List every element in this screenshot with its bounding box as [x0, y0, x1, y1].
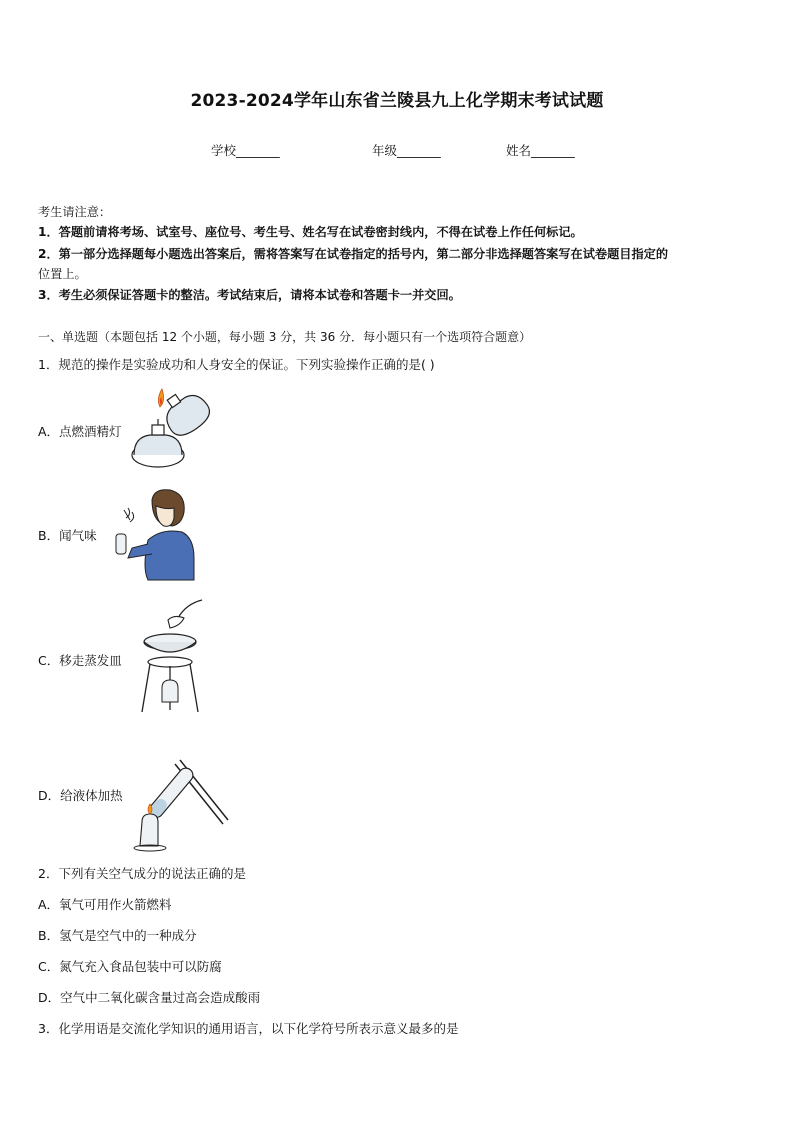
smelling-gas-icon [112, 488, 197, 583]
heating-liquid-icon [128, 758, 233, 850]
page-title: 2023-2024学年山东省兰陵县九上化学期末考试试题 [190, 91, 604, 111]
notice-item-2: 2．第一部分选择题每小题选出答案后，需将答案写在试卷指定的括号内，第二部分非选择题答案写在试卷题目指定的 [38, 247, 669, 261]
question-2-stem: 2．下列有关空气成分的说法正确的是 [38, 866, 246, 881]
q2-option-d: D．空气中二氧化碳含量过高会造成酸雨 [38, 990, 261, 1005]
evaporating-dish-icon [140, 600, 210, 715]
q1-option-d: D．给液体加热 [38, 788, 123, 803]
q2-option-a: A．氧气可用作火箭燃料 [38, 897, 172, 912]
q2-option-b: B．氢气是空气中的一种成分 [38, 928, 197, 943]
q1-option-c: C．移走蒸发皿 [38, 653, 122, 668]
question-1-stem: 1．规范的操作是实验成功和人身安全的保证。下列实验操作正确的是( ) [38, 357, 435, 372]
notice-item-3: 3．考生必须保证答题卡的整洁。考试结束后，请将本试卷和答题卡一并交回。 [38, 288, 461, 302]
notice-item-1: 1．答题前请将考场、试室号、座位号、考生号、姓名写在试卷密封线内，不得在试卷上作任何标记。 [38, 225, 583, 239]
alcohol-lamp-lighting-icon [128, 385, 218, 475]
name-field: 姓名_______ [506, 143, 575, 158]
question-3-stem: 3．化学用语是交流化学知识的通用语言，以下化学符号所表示意义最多的是 [38, 1021, 459, 1036]
school-field: 学校_______ [211, 143, 280, 158]
notice-item-2-cont: 位置上。 [38, 267, 87, 281]
q2-option-c: C．氮气充入食品包装中可以防腐 [38, 959, 222, 974]
grade-field: 年级_______ [372, 143, 441, 158]
section-heading: 一、单选题（本题包括 12 个小题，每小题 3 分，共 36 分．每小题只有一个选项符合题意） [38, 330, 532, 344]
notice-heading: 考生请注意： [38, 205, 112, 219]
q1-option-b: B．闻气味 [38, 528, 97, 543]
q1-option-a: A．点燃酒精灯 [38, 424, 122, 439]
